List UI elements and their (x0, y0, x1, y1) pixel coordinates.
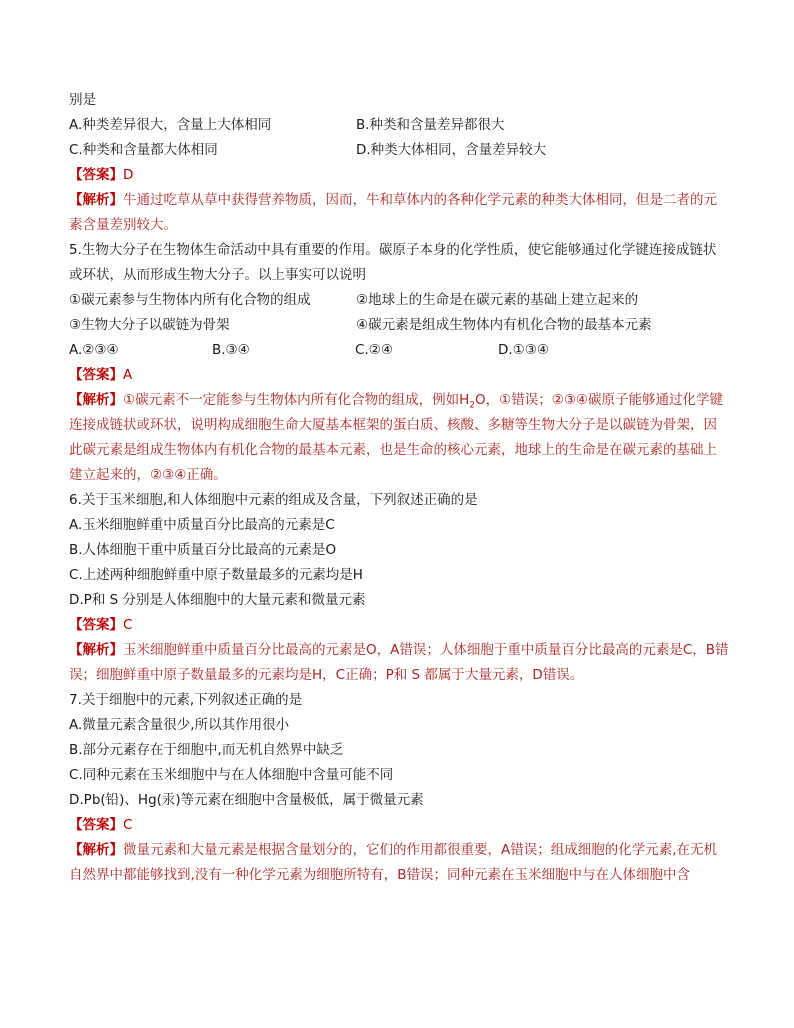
q7-option-c: C.同种元素在玉米细胞中与在人体细胞中含量可能不同 (69, 767, 394, 783)
q5-statement-1: ①碳元素参与生物体内所有化合物的组成 (69, 292, 311, 308)
q6-option-c: C.上述两种细胞鲜重中原子数量最多的元素均是H (69, 567, 363, 583)
q6-option-b: B.人体细胞干重中质量百分比最高的元素是O (69, 542, 337, 558)
q5-answer (69, 363, 729, 388)
q4-explanation (69, 188, 729, 238)
explanation-text-part-1: ①碳元素不一定能参与生物体内所有化合物的组成，例如H (123, 392, 470, 408)
q5-statements-row-1 (69, 288, 729, 313)
q4-option-b: B.种类和含量差异都很大 (356, 117, 505, 133)
q6-option-a: A.玉米细胞鲜重中质量百分比最高的元素是C (69, 517, 335, 533)
q7-option-b: B.部分元素存在于细胞中,而无机自然界中缺乏 (69, 742, 344, 758)
explanation-tag: 【解析】 (69, 392, 123, 408)
water-subscript: 2 (469, 400, 475, 411)
explanation-text: 微量元素和大量元素是根据含量划分的，它们的作用都很重要，A错误；组成细胞的化学元素,在无机自然界中都能够找到,没有一种化学元素为细胞所特有，B错误；同种元素在玉米细胞中与在人体细胞中含 (69, 842, 718, 883)
q4-options-row-2 (69, 138, 729, 163)
q6-option-d: D.P和 S 分别是人体细胞中的大量元素和微量元素 (69, 592, 366, 608)
explanation-text-part-2: O，①错误；②③④碳原子能够通过化学键连接成链状或环状，说明构成细胞生命大厦基本框架的蛋白质、核酸、多糖等生物大分子是以碳链为骨架，因此碳元素是组成生物体内有机化合物的最基本元素，也是生命的核心元素，地球上的生命是在碳元素的基础上建立起来的，②③④正确。 (69, 392, 724, 483)
q5-explanation (69, 388, 729, 488)
q7-stem: 7.关于细胞中的元素,下列叙述正确的是 (69, 692, 303, 708)
explanation-tag: 【解析】 (69, 642, 123, 658)
q5-statement-3: ③生物大分子以碳链为骨架 (69, 317, 230, 333)
q5-option-d: D.①③④ (498, 342, 549, 358)
answer-tag: 【答案】 (69, 617, 123, 633)
q4-stem-tail: 别是 (69, 92, 96, 108)
q7-explanation (69, 838, 729, 888)
explanation-text: 玉米细胞鲜重中质量百分比最高的元素是O，A错误；人体细胞于重中质量百分比最高的元素是C，B错误；细胞鲜重中原子数量最多的元素均是H，C正确；P和 S 都属于大量元素，D错误。 (69, 642, 729, 683)
document-content (69, 88, 729, 888)
q7-answer (69, 813, 729, 838)
q4-option-c: C.种类和含量都大体相同 (69, 142, 218, 158)
q4-answer (69, 163, 729, 188)
answer-tag: 【答案】 (69, 817, 123, 833)
q4-option-a: A.种类差异很大，含量上大体相同 (69, 117, 272, 133)
answer-value: D (123, 167, 134, 183)
answer-value: A (123, 367, 133, 383)
q5-statement-2: ②地球上的生命是在碳元素的基础上建立起来的 (356, 292, 639, 308)
answer-value: C (123, 817, 133, 833)
explanation-text: 牛通过吃草从草中获得营养物质，因而，牛和草体内的各种化学元素的种类大体相同，但是二者的元素含量差别较大。 (69, 192, 717, 233)
q5-options-row (69, 338, 729, 363)
q7-option-a: A.微量元素含量很少,所以其作用很小 (69, 717, 290, 733)
q4-option-d: D.种类大体相同，含量差异较大 (356, 142, 547, 158)
explanation-tag: 【解析】 (69, 192, 123, 208)
q5-option-b: B.③④ (212, 342, 250, 358)
q6-explanation (69, 638, 729, 688)
explanation-tag: 【解析】 (69, 842, 123, 858)
q5-statements-row-2 (69, 313, 729, 338)
q5-stem: 5.生物大分子在生物体生命活动中具有重要的作用。碳原子本身的化学性质，使它能够通过化学键连接成链状或环状，从而形成生物大分子。以上事实可以说明 (69, 242, 717, 283)
q4-options-row-1 (69, 113, 729, 138)
q5-option-a: A.②③④ (69, 342, 119, 358)
q6-answer (69, 613, 729, 638)
answer-tag: 【答案】 (69, 367, 123, 383)
q7-option-d: D.Pb(铅)、Hg(汞)等元素在细胞中含量极低，属于微量元素 (69, 792, 424, 808)
answer-tag: 【答案】 (69, 167, 123, 183)
q5-statement-4: ④碳元素是组成生物体内有机化合物的最基本元素 (356, 317, 652, 333)
answer-value: C (123, 617, 133, 633)
q6-stem: 6.关于玉米细胞,和人体细胞中元素的组成及含量，下列叙述正确的是 (69, 492, 478, 508)
q5-option-c: C.②④ (355, 342, 393, 358)
